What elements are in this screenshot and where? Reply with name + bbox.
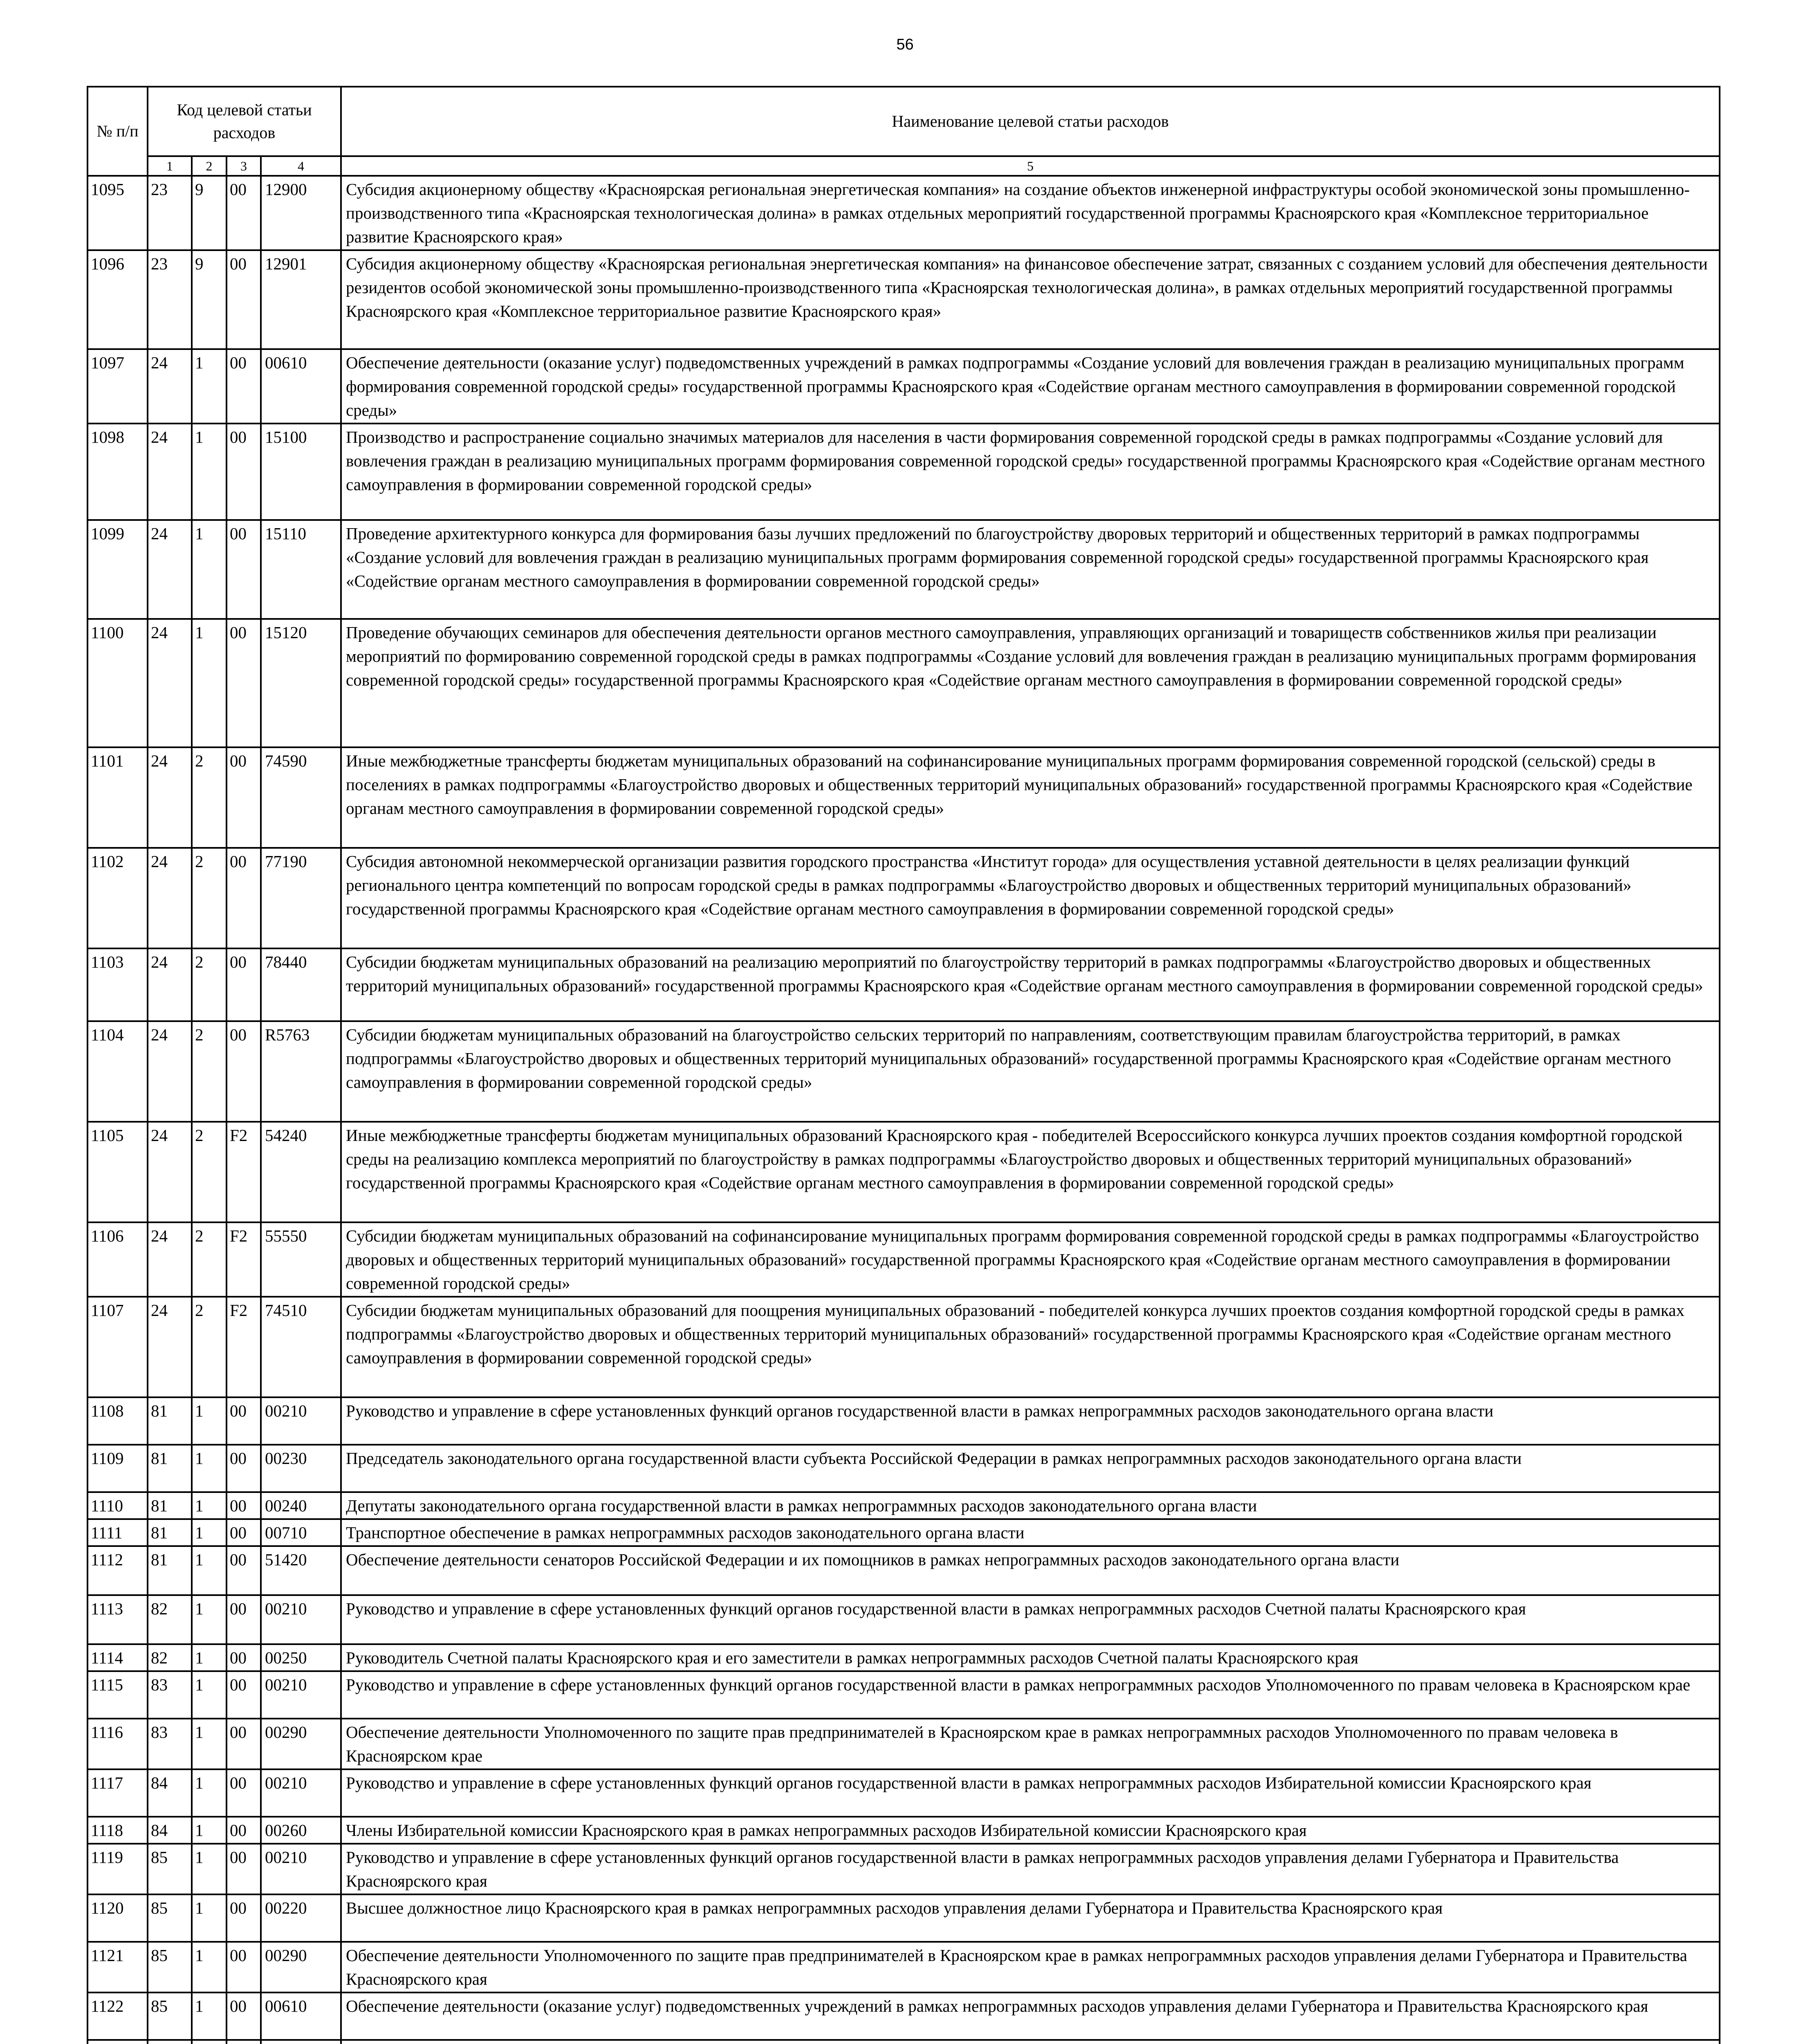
page-number: 56 [896, 36, 914, 53]
table-row [87, 424, 1720, 520]
code-part-1: 24 [148, 349, 192, 424]
code-part-4: 00210 [261, 1397, 341, 1445]
expense-name: Иные межбюджетные трансферты бюджетам муниципальных образований Красноярского края - победителей Всероссийского конкурса лучших проектов создания комфортной городской среды на реализацию комплекса мероприятий по благоустройству в рамках подпрограммы «Благоустройство дворовых и общественных территорий муниципальных образований» государственной программы Красноярского края «Содействие органам местного самоуправления в формировании современной городской среды» [341, 1122, 1720, 1222]
row-number: 1098 [87, 424, 148, 520]
row-number: 1095 [87, 176, 148, 250]
code-part-2: 1 [192, 1397, 227, 1445]
code-part-4: 00210 [261, 1595, 341, 1644]
code-part-3: 00 [227, 1546, 261, 1595]
code-part-3: 00 [227, 747, 261, 848]
code-part-2: 1 [192, 1519, 227, 1546]
expense-name: Руководитель Счетной палаты Красноярского края и его заместители в рамках непрограммных расходов Счетной палаты Красноярского края [341, 1644, 1720, 1671]
expense-name: Руководство и управление в сфере установленных функций органов государственной власти в рамках непрограммных расходов Уполномоченного по правам человека в Красноярском крае [341, 1671, 1720, 1719]
code-part-3: 00 [227, 520, 261, 619]
row-number: 1103 [87, 948, 148, 1021]
table-row [87, 1644, 1720, 1671]
table-row [87, 1719, 1720, 1769]
expense-name: Руководство и управление в сфере установленных функций органов государственной власти в рамках непрограммных расходов Счетной палаты Красноярского края [341, 1595, 1720, 1644]
table-row [87, 1992, 1720, 2040]
code-part-4: 51420 [261, 1546, 341, 1595]
table-row [87, 1671, 1720, 1719]
code-part-4: 78440 [261, 948, 341, 1021]
code-part-1: 81 [148, 1546, 192, 1595]
code-part-4: 54240 [261, 1122, 341, 1222]
code-part-4: 55550 [261, 1222, 341, 1297]
row-number: 1097 [87, 349, 148, 424]
code-part-2: 2 [192, 747, 227, 848]
expense-name: Высшее должностное лицо Красноярского края в рамках непрограммных расходов управления делами Губернатора и Правительства Красноярского края [341, 1894, 1720, 1942]
code-part-2: 1 [192, 424, 227, 520]
table-row [87, 349, 1720, 424]
expense-name: Депутаты законодательного органа государственной власти в рамках непрограммных расходов законодательного органа власти [341, 1492, 1720, 1519]
table-row [87, 2040, 1720, 2044]
code-part-3: 00 [227, 1644, 261, 1671]
code-part-4: 77190 [261, 848, 341, 948]
code-part-1: 81 [148, 1519, 192, 1546]
row-number: 1115 [87, 1671, 148, 1719]
code-part-4: 00610 [261, 1992, 341, 2040]
code-part-3: 00 [227, 1492, 261, 1519]
row-number: 1114 [87, 1644, 148, 1671]
expense-name: Проведение обучающих семинаров для обеспечения деятельности органов местного самоуправления, управляющих организаций и товариществ собственников жилья при реализации мероприятий по формированию современной городской среды в рамках подпрограммы «Создание условий для вовлечения граждан в реализацию муниципальных программ формирования современной городской среды» государственной программы Красноярского края «Содействие органам местного самоуправления в формировании современной городской среды» [341, 619, 1720, 747]
table-row [87, 1844, 1720, 1894]
table-row [87, 1122, 1720, 1222]
code-part-2: 1 [192, 520, 227, 619]
col-number-2: 2 [192, 156, 227, 176]
expense-name: Обеспечение деятельности Уполномоченного по защите прав предпринимателей в Красноярском крае в рамках непрограммных расходов Уполномоченного по правам человека в Красноярском крае [341, 1719, 1720, 1769]
code-part-3: 00 [227, 1519, 261, 1546]
code-part-4: 74590 [261, 747, 341, 848]
table-row [87, 1942, 1720, 1992]
code-part-1: 85 [148, 1894, 192, 1942]
code-part-1: 83 [148, 1671, 192, 1719]
row-number: 1105 [87, 1122, 148, 1222]
header-row [87, 87, 1720, 156]
expense-name: Обеспечение деятельности сенаторов Российской Федерации и их помощников в рамках непрограммных расходов законодательного органа власти [341, 1546, 1720, 1595]
table-row [87, 1021, 1720, 1122]
expense-name: Производство и распространение социально значимых материалов для населения в части формирования современной городской среды в рамках подпрограммы «Создание условий для вовлечения граждан в реализацию муниципальных программ формирования современной городской среды» государственной программы Красноярского края «Содействие органам местного самоуправления в формировании современной городской среды» [341, 424, 1720, 520]
table-row [87, 848, 1720, 948]
code-part-4: 00290 [261, 1719, 341, 1769]
code-part-1: 23 [148, 250, 192, 349]
code-part-1: 24 [148, 520, 192, 619]
table-row [87, 1769, 1720, 1817]
table-body [87, 176, 1720, 2044]
code-part-1: 82 [148, 1595, 192, 1644]
code-part-3: 00 [227, 1445, 261, 1492]
code-part-1: 81 [148, 1492, 192, 1519]
code-part-2: 1 [192, 1817, 227, 1844]
row-number: 1099 [87, 520, 148, 619]
code-part-1: 81 [148, 1445, 192, 1492]
code-part-1: 24 [148, 747, 192, 848]
expense-name: Обеспечение деятельности (оказание услуг) подведомственных учреждений в рамках подпрограммы «Создание условий для вовлечения граждан в реализацию муниципальных программ формирования современной городской среды» государственной программы Красноярского края «Содействие органам местного самоуправления в формировании современной городской среды» [341, 349, 1720, 424]
code-part-3: 00 [227, 349, 261, 424]
code-part-1: 84 [148, 1769, 192, 1817]
code-part-2: 1 [192, 1644, 227, 1671]
row-number: 1111 [87, 1519, 148, 1546]
header-code: Код целевой статьи расходов [148, 87, 341, 156]
row-number: 1119 [87, 1844, 148, 1894]
code-part-1: 85 [148, 1844, 192, 1894]
table-row [87, 1546, 1720, 1595]
code-part-3: 00 [227, 1894, 261, 1942]
expense-name: Субсидия акционерному обществу «Красноярская региональная энергетическая компания» на финансовое обеспечение затрат, связанных с созданием условий для обеспечения деятельности резидентов особой экономической зоны промышленно-производственного типа «Красноярская технологическая долина», в рамках отдельных мероприятий государственной программы Красноярского края «Комплексное территориальное развитие Красноярского края» [341, 250, 1720, 349]
code-part-1: 83 [148, 1719, 192, 1769]
expense-name [341, 2040, 1720, 2044]
expense-name: Субсидии бюджетам муниципальных образований на благоустройство сельских территорий по направлениям, соответствующим правилам благоустройства территорий, в рамках подпрограммы «Благоустройство дворовых и общественных территорий муниципальных образований» государственной программы Красноярского края «Содействие органам местного самоуправления в формировании современной городской среды» [341, 1021, 1720, 1122]
code-part-4: 00230 [261, 1445, 341, 1492]
code-part-4: 00250 [261, 1644, 341, 1671]
expense-name: Обеспечение деятельности (оказание услуг) подведомственных учреждений в рамках непрограммных расходов управления делами Губернатора и Правительства Красноярского края [341, 1992, 1720, 2040]
row-number: 1112 [87, 1546, 148, 1595]
col-number-5: 5 [341, 156, 1720, 176]
expense-name: Субсидии бюджетам муниципальных образований для поощрения муниципальных образований - победителей конкурса лучших проектов создания комфортной городской среды в рамках подпрограммы «Благоустройство дворовых и общественных территорий муниципальных образований» государственной программы Красноярского края «Содействие органам местного самоуправления в формировании современной городской среды» [341, 1297, 1720, 1397]
table-row [87, 948, 1720, 1021]
code-part-3: 00 [227, 250, 261, 349]
expense-name: Иные межбюджетные трансферты бюджетам муниципальных образований на софинансирование муниципальных программ формирования современной городской (сельской) среды в поселениях в рамках подпрограммы «Благоустройство дворовых и общественных территорий муниципальных образований» государственной программы Красноярского края «Содействие органам местного самоуправления в формировании современной городской среды» [341, 747, 1720, 848]
code-part-1: 24 [148, 1021, 192, 1122]
table-row [87, 1595, 1720, 1644]
table-row [87, 1445, 1720, 1492]
code-part-1: 82 [148, 1644, 192, 1671]
code-part-1 [148, 2040, 192, 2044]
table-row [87, 1297, 1720, 1397]
code-part-3: 00 [227, 619, 261, 747]
row-number: 1108 [87, 1397, 148, 1445]
code-part-3: 00 [227, 948, 261, 1021]
code-part-2: 2 [192, 1021, 227, 1122]
code-part-1: 24 [148, 848, 192, 948]
header-num: № п/п [87, 87, 148, 176]
code-part-2: 1 [192, 1844, 227, 1894]
row-number [87, 2040, 148, 2044]
row-number: 1110 [87, 1492, 148, 1519]
code-part-2: 1 [192, 1595, 227, 1644]
code-part-2: 1 [192, 349, 227, 424]
table-row [87, 1519, 1720, 1546]
code-part-3: F2 [227, 1297, 261, 1397]
expense-name: Субсидии бюджетам муниципальных образований на софинансирование муниципальных программ формирования современной городской среды в рамках подпрограммы «Благоустройство дворовых и общественных территорий муниципальных образований» государственной программы Красноярского края «Содействие органам местного самоуправления в формировании современной городской среды» [341, 1222, 1720, 1297]
code-part-2: 1 [192, 1546, 227, 1595]
expense-name: Обеспечение деятельности Уполномоченного по защите прав предпринимателей в Красноярском крае в рамках непрограммных расходов управления делами Губернатора и Правительства Красноярского края [341, 1942, 1720, 1992]
code-part-2 [192, 2040, 227, 2044]
code-part-1: 84 [148, 1817, 192, 1844]
expense-name: Члены Избирательной комиссии Красноярского края в рамках непрограммных расходов Избирательной комиссии Красноярского края [341, 1817, 1720, 1844]
code-part-2: 1 [192, 619, 227, 747]
row-number: 1116 [87, 1719, 148, 1769]
row-number: 1106 [87, 1222, 148, 1297]
code-part-4 [261, 2040, 341, 2044]
code-part-2: 1 [192, 1942, 227, 1992]
row-number: 1100 [87, 619, 148, 747]
code-part-3: 00 [227, 1397, 261, 1445]
code-part-4: 00610 [261, 349, 341, 424]
code-part-3: F2 [227, 1222, 261, 1297]
code-part-3: 00 [227, 176, 261, 250]
budget-codes-table [87, 86, 1720, 2044]
row-number: 1107 [87, 1297, 148, 1397]
row-number: 1122 [87, 1992, 148, 2040]
code-part-3 [227, 2040, 261, 2044]
code-part-3: F2 [227, 1122, 261, 1222]
table-row [87, 1894, 1720, 1942]
code-part-2: 1 [192, 1671, 227, 1719]
col-number-1: 1 [148, 156, 192, 176]
code-part-2: 1 [192, 1719, 227, 1769]
code-part-1: 85 [148, 1942, 192, 1992]
table-row [87, 1222, 1720, 1297]
expense-name: Руководство и управление в сфере установленных функций органов государственной власти в рамках непрограммных расходов Избирательной комиссии Красноярского края [341, 1769, 1720, 1817]
expense-name: Руководство и управление в сфере установленных функций органов государственной власти в рамках непрограммных расходов законодательного органа власти [341, 1397, 1720, 1445]
row-number: 1118 [87, 1817, 148, 1844]
code-part-2: 1 [192, 1445, 227, 1492]
table-row [87, 1817, 1720, 1844]
expense-name: Транспортное обеспечение в рамках непрограммных расходов законодательного органа власти [341, 1519, 1720, 1546]
code-part-4: 00210 [261, 1769, 341, 1817]
code-part-1: 24 [148, 1122, 192, 1222]
column-number-row [87, 156, 1720, 176]
code-part-3: 00 [227, 1942, 261, 1992]
code-part-4: 00210 [261, 1844, 341, 1894]
code-part-1: 24 [148, 1297, 192, 1397]
code-part-3: 00 [227, 1021, 261, 1122]
code-part-1: 24 [148, 619, 192, 747]
code-part-1: 81 [148, 1397, 192, 1445]
code-part-2: 2 [192, 848, 227, 948]
table-row [87, 520, 1720, 619]
code-part-3: 00 [227, 1719, 261, 1769]
code-part-2: 2 [192, 1122, 227, 1222]
table-row [87, 1397, 1720, 1445]
code-part-4: 15100 [261, 424, 341, 520]
code-part-3: 00 [227, 1595, 261, 1644]
col-number-3: 3 [227, 156, 261, 176]
expense-name: Проведение архитектурного конкурса для формирования базы лучших предложений по благоустройству дворовых территорий и общественных территорий в рамках подпрограммы «Создание условий для вовлечения граждан в реализацию муниципальных программ формирования современной городской среды» государственной программы Красноярского края «Содействие органам местного самоуправления в формировании современной городской среды» [341, 520, 1720, 619]
code-part-2: 1 [192, 1894, 227, 1942]
row-number: 1096 [87, 250, 148, 349]
code-part-3: 00 [227, 424, 261, 520]
code-part-4: 15110 [261, 520, 341, 619]
col-number-4: 4 [261, 156, 341, 176]
code-part-4: 00260 [261, 1817, 341, 1844]
code-part-2: 1 [192, 1492, 227, 1519]
code-part-4: 00240 [261, 1492, 341, 1519]
row-number: 1117 [87, 1769, 148, 1817]
expense-name: Субсидии бюджетам муниципальных образований на реализацию мероприятий по благоустройству территорий в рамках подпрограммы «Благоустройство дворовых и общественных территорий муниципальных образований» государственной программы Красноярского края «Содействие органам местного самоуправления в формировании современной городской среды» [341, 948, 1720, 1021]
code-part-4: 12901 [261, 250, 341, 349]
code-part-3: 00 [227, 1844, 261, 1894]
code-part-3: 00 [227, 1992, 261, 2040]
expense-name: Субсидия автономной некоммерческой организации развития городского пространства «Институт города» для осуществления уставной деятельности в целях реализации функций регионального центра компетенций по вопросам городской среды в рамках подпрограммы «Благоустройство дворовых и общественных территорий муниципальных образований» государственной программы Красноярского края «Содействие органам местного самоуправления в формировании современной городской среды» [341, 848, 1720, 948]
expense-name: Руководство и управление в сфере установленных функций органов государственной власти в рамках непрограммных расходов управления делами Губернатора и Правительства Красноярского края [341, 1844, 1720, 1894]
code-part-2: 9 [192, 250, 227, 349]
code-part-3: 00 [227, 1817, 261, 1844]
code-part-1: 24 [148, 1222, 192, 1297]
row-number: 1102 [87, 848, 148, 948]
table-row [87, 176, 1720, 250]
table-row [87, 747, 1720, 848]
code-part-4: 15120 [261, 619, 341, 747]
row-number: 1101 [87, 747, 148, 848]
table-row [87, 619, 1720, 747]
code-part-2: 1 [192, 1769, 227, 1817]
table-row [87, 1492, 1720, 1519]
code-part-4: 74510 [261, 1297, 341, 1397]
code-part-1: 23 [148, 176, 192, 250]
code-part-4: 00220 [261, 1894, 341, 1942]
code-part-4: 00210 [261, 1671, 341, 1719]
header-name: Наименование целевой статьи расходов [341, 87, 1720, 156]
row-number: 1104 [87, 1021, 148, 1122]
row-number: 1113 [87, 1595, 148, 1644]
code-part-4: 00290 [261, 1942, 341, 1992]
expense-name: Председатель законодательного органа государственной власти субъекта Российской Федерации в рамках непрограммных расходов законодательного органа власти [341, 1445, 1720, 1492]
code-part-1: 85 [148, 1992, 192, 2040]
code-part-4: 00710 [261, 1519, 341, 1546]
row-number: 1109 [87, 1445, 148, 1492]
code-part-2: 2 [192, 1297, 227, 1397]
code-part-4: 12900 [261, 176, 341, 250]
code-part-2: 2 [192, 948, 227, 1021]
code-part-3: 00 [227, 848, 261, 948]
code-part-2: 2 [192, 1222, 227, 1297]
code-part-1: 24 [148, 948, 192, 1021]
code-part-3: 00 [227, 1671, 261, 1719]
code-part-2: 1 [192, 1992, 227, 2040]
table-row [87, 250, 1720, 349]
code-part-3: 00 [227, 1769, 261, 1817]
expense-name: Субсидия акционерному обществу «Красноярская региональная энергетическая компания» на создание объектов инженерной инфраструктуры особой экономической зоны промышленно-производственного типа «Красноярская технологическая долина» в рамках отдельных мероприятий государственной программы Красноярского края «Комплексное территориальное развитие Красноярского края» [341, 176, 1720, 250]
code-part-1: 24 [148, 424, 192, 520]
row-number: 1121 [87, 1942, 148, 1992]
code-part-2: 9 [192, 176, 227, 250]
code-part-4: R5763 [261, 1021, 341, 1122]
row-number: 1120 [87, 1894, 148, 1942]
